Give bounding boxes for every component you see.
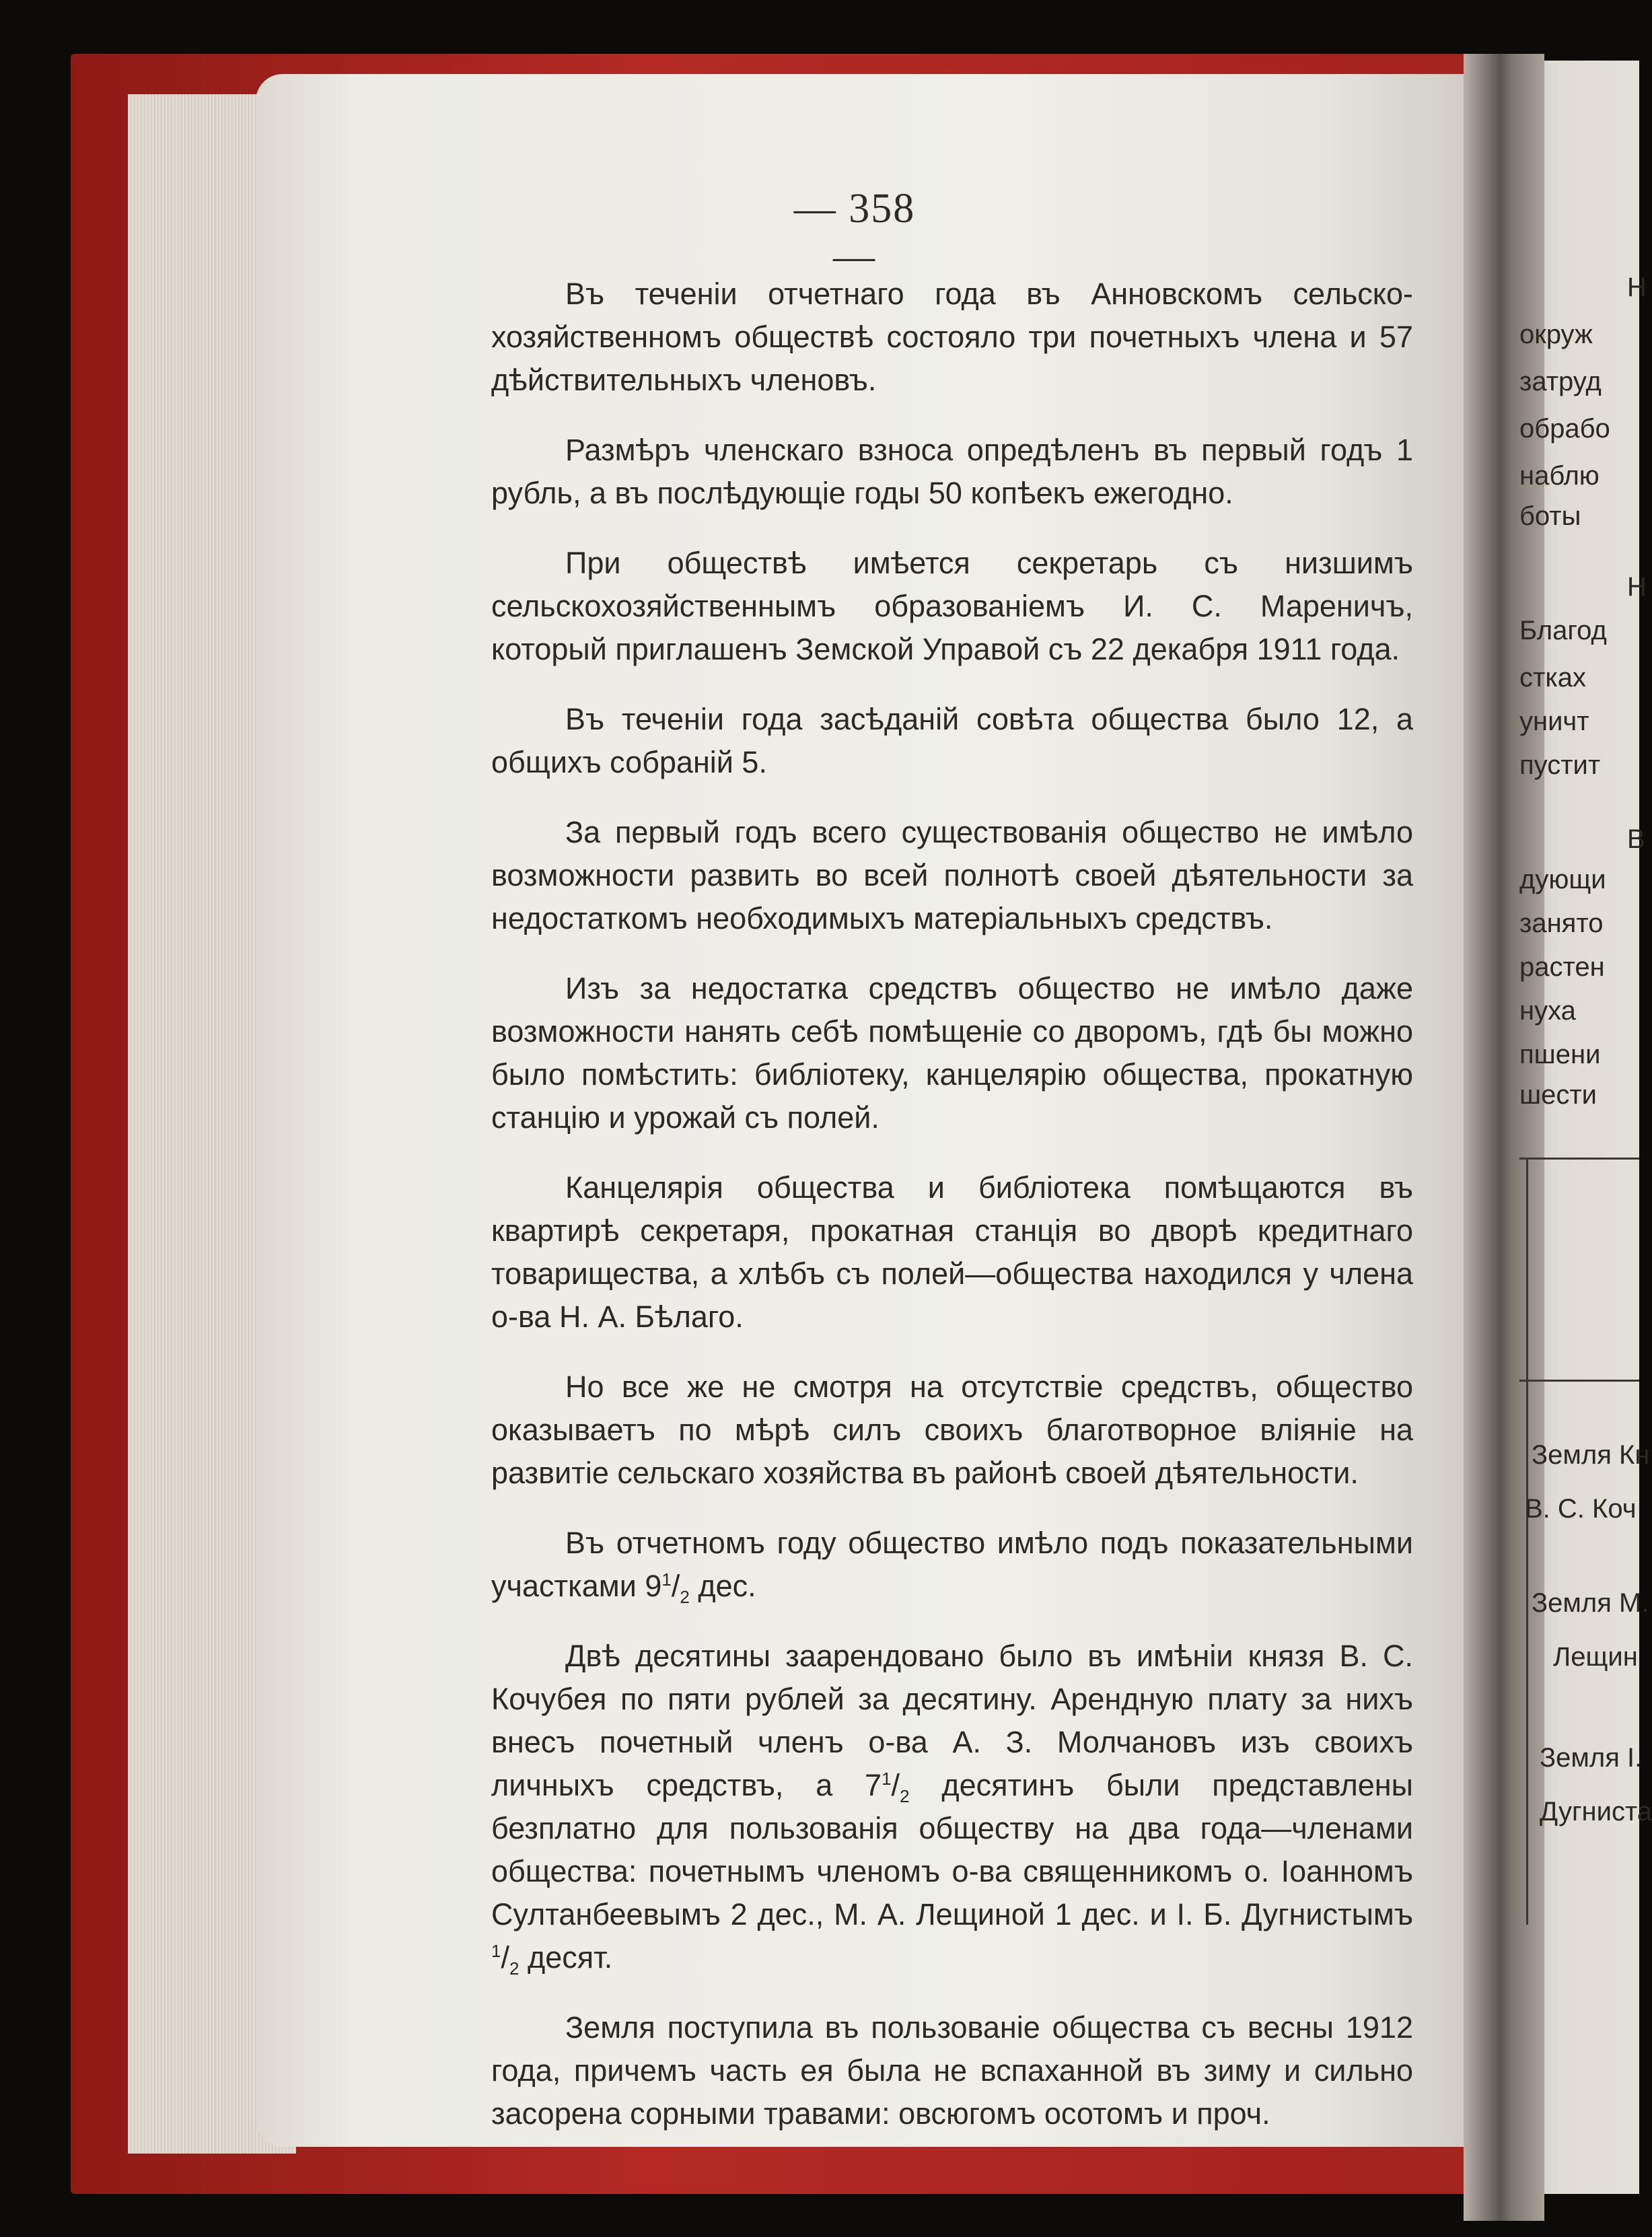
table-cell: Земля Кн [1532, 1440, 1650, 1470]
paragraph-1: Въ теченiи отчетнаго года въ Анновскомъ сельско-хозяйственномъ обществѣ состояло три почетныхъ члена и 57 дѣйствительныхъ членовъ. [491, 277, 1413, 397]
fraction-denominator: 2 [680, 1587, 690, 1607]
next-line: уничт [1519, 707, 1589, 736]
paragraph-3: При обществѣ имѣется секретарь съ низшимъ сельскохозяйственнымъ образованiемъ И. С. Мареничъ, который приглашенъ Земской Управой съ 22 декабря 1911 года. [491, 546, 1413, 666]
table-cell: Земля I. [1540, 1743, 1643, 1773]
next-line: стках [1519, 663, 1586, 693]
fraction-denominator: 2 [509, 1958, 519, 1979]
next-line: пшени [1519, 1040, 1601, 1069]
paragraph-10-part-c: десят. [519, 1940, 613, 1975]
next-line: нуха [1519, 996, 1576, 1026]
next-line: пустит [1519, 750, 1601, 780]
page-number: — 358 — [793, 186, 916, 279]
next-line: наблю [1519, 461, 1600, 491]
fraction-denominator: 2 [900, 1786, 910, 1806]
paragraph-6: Изъ за недостатка средствъ общество не имѣло даже возможности нанять себѣ помѣщенiе со дворомъ, гдѣ бы можно было помѣстить: библiотеку, канцелярiю общества, прокатную станцiю и урожай съ полей. [491, 971, 1413, 1135]
paragraph-4: Въ теченiи года засѣданiй совѣта общества было 12, а общихъ собранiй 5. [491, 702, 1413, 779]
fraction-numerator: 1 [661, 1569, 672, 1590]
next-line: боты [1519, 501, 1581, 531]
next-line: затруд [1519, 367, 1602, 396]
table-cell: В. С. Коч [1525, 1494, 1637, 1524]
next-line: Н [1627, 572, 1647, 602]
paragraph-7: Канцелярiя общества и библiотека помѣщаются въ квартирѣ секретаря, прокатная станцiя во дворѣ кредитнаго товарищества, а хлѣбъ съ полей—общества находился у члена о-ва Н. А. Бѣлаго. [491, 1170, 1413, 1334]
fraction-numerator: 1 [491, 1941, 501, 1961]
paragraph-11: Земля поступила въ пользованiе общества съ весны 1912 года, причемъ часть ея была не вспаханной въ зиму и сильно засорена сорными травами: овсюгомъ осотомъ и проч. [491, 2010, 1413, 2131]
table-cell: Лещин [1553, 1642, 1638, 1672]
paragraph-9: Въ отчетномъ году общество имѣло подъ показательными участками $9^1/_2$ дес. [491, 1526, 1413, 1607]
paragraph-10-part-b: десятинъ были представлены безплатно для пользованiя обществу на два года—членами общества: почетнымъ членомъ о-ва священникомъ о. Iоанномъ Султанбеевымъ 2 дес., М. А. Лещиной 1 дес. и I. Б. Дугнистымъ [491, 1768, 1413, 1931]
next-line: окруж [1519, 320, 1593, 349]
page-body [491, 273, 1413, 2162]
paragraph-8: Но все же не смотря на отсутствiе средствъ, общество оказываетъ по мѣрѣ силъ своихъ благотворное влiянiе на развитiе сельскаго хозяйства въ районѣ своей дѣятельности. [491, 1370, 1413, 1490]
paragraph-10: Двѣ десятины заарендовано было въ имѣнiи князя В. С. Кочубея по пяти рублей за десятину. Арендную плату за нихъ внесъ почетный членъ о-ва А. З. Молчановъ изъ своихъ личныхъ средствъ, а $7^1/_2$ десятинъ были представлены безплатно для пользованiя обществу на два года—членами общества: почетнымъ членомъ о-ва священникомъ о. Iоанномъ Султанбеевымъ 2 дес., М. А. Лещиной 1 дес. и I. Б. Дугнистымъ $^1/_2$ десят. [491, 1639, 1413, 1979]
next-line: дующи [1519, 865, 1606, 894]
paragraph-9-text: Въ отчетномъ году общество имѣло подъ показательными участками 9 [491, 1526, 1413, 1603]
next-line: занято [1519, 909, 1604, 938]
table-vertical-rule [1526, 1158, 1528, 1925]
table-cell: Дугниста [1540, 1797, 1652, 1826]
table-header-rule [1519, 1380, 1639, 1382]
table-top-rule [1519, 1158, 1639, 1160]
next-line: шести [1519, 1080, 1597, 1110]
paragraph-9-tail: дес. [689, 1569, 756, 1603]
fraction-numerator: 1 [882, 1769, 892, 1789]
paragraph-2: Размѣръ членскаго взноса опредѣленъ въ первый годъ 1 рубль, а въ послѣдующiе годы 50 копѣекъ ежегодно. [491, 433, 1413, 510]
next-line: В [1627, 824, 1645, 854]
next-line: Благод [1519, 616, 1607, 645]
next-line: растен [1519, 952, 1605, 982]
next-line: Н [1627, 273, 1647, 302]
paragraph-10-part-a: Двѣ десятины заарендовано было въ имѣнiи князя В. С. Кочубея по пяти рублей за десятину. Арендную плату за нихъ внесъ почетный членъ о-ва А. З. Молчановъ изъ своихъ личныхъ средствъ, а 7 [491, 1639, 1413, 1802]
next-line: обрабо [1519, 414, 1610, 443]
paragraph-5: За первый годъ всего существованiя общество не имѣло возможности развить во всей полнотѣ своей дѣятельности за недостаткомъ необходимыхъ матерiальныхъ средствъ. [491, 815, 1413, 935]
table-cell: Земля М. [1532, 1588, 1649, 1618]
right-page-text [1519, 0, 1652, 2237]
